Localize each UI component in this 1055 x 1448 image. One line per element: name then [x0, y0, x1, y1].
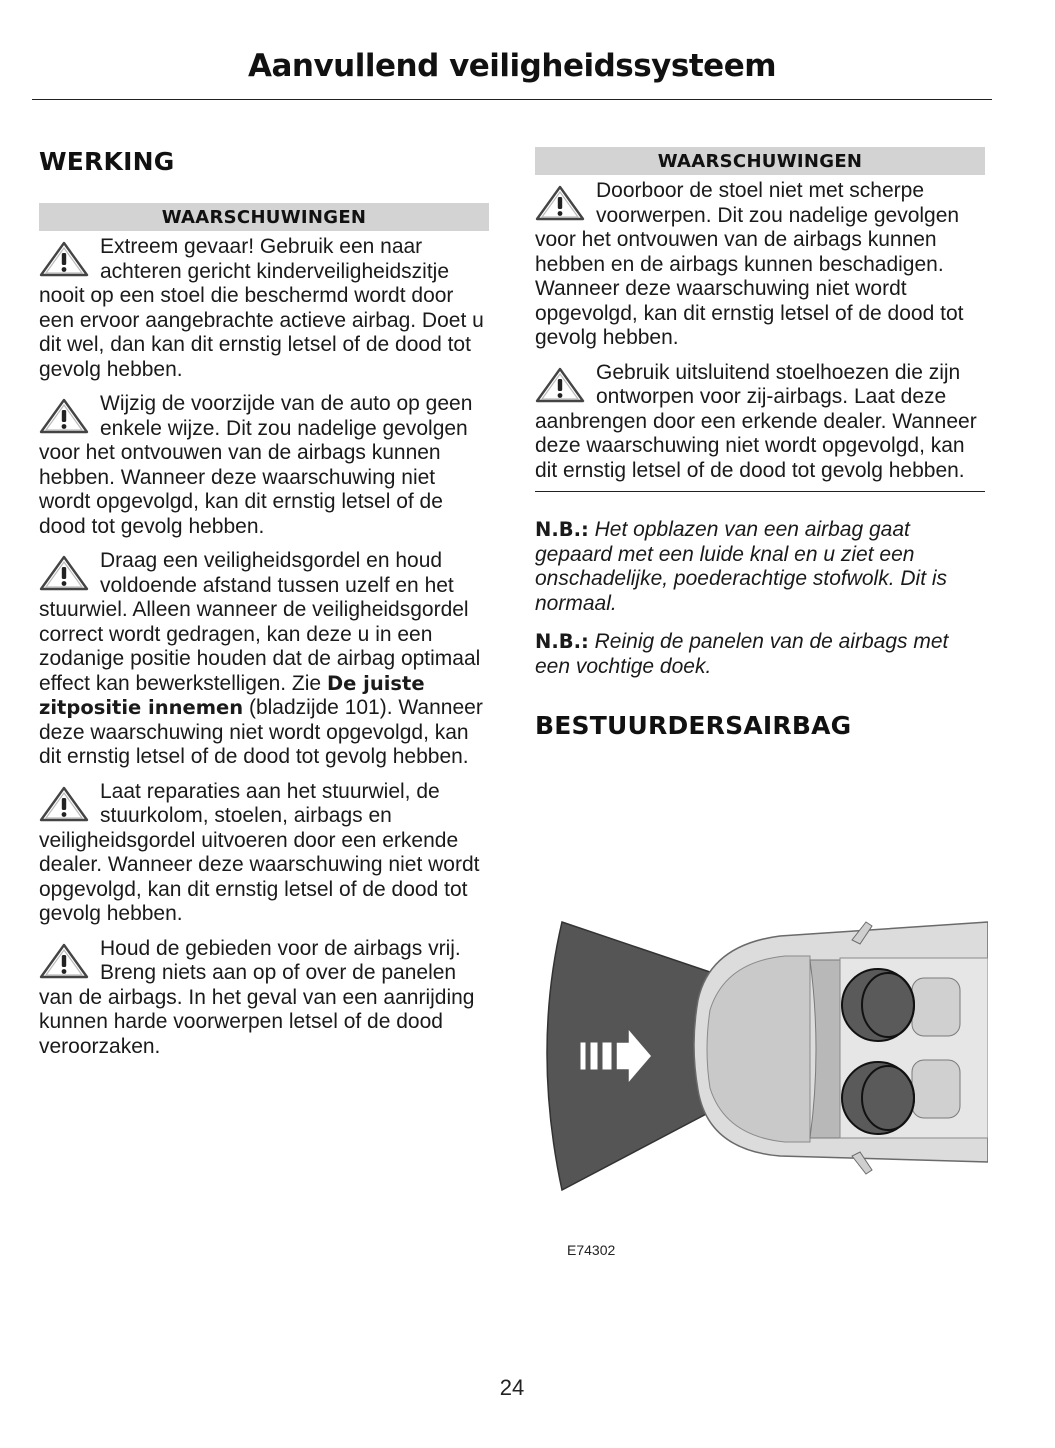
warnings-block-left: [39, 203, 489, 1059]
section-heading-bestuurdersairbag: BESTUURDERSAIRBAG: [535, 711, 852, 740]
note: [535, 518, 985, 616]
warning-triangle-icon: [39, 555, 89, 591]
warning-text-continued: (bladzijde 101). Wanneer deze waarschuwing niet wordt opgevolgd, kan dit ernstig letsel of de dood tot gevolg hebben.: [39, 696, 483, 768]
warning-triangle-icon: [39, 398, 89, 434]
page-title: Aanvullend veiligheidssysteem: [247, 48, 777, 84]
section-heading-werking: WERKING: [39, 147, 175, 176]
warning-text: Wijzig de voorzijde van de auto op geen enkele wijze. Dit zou nadelige gevolgen voor het ontvouwen van de airbags kunnen hebben. Wanneer deze waarschuwing niet wordt opgevolgd, kan dit ernstig letsel of de dood tot gevolg hebben.: [39, 392, 473, 538]
warning-text: Draag een veiligheidsgordel en houd voldoende afstand tussen uzelf en het stuurwiel. Alleen wanneer de veiligheidsgordel correct wordt gedragen, kan deze u in een zodanige positie houden dat de airbag optimaal effect kan bewerkstelligen. Zie: [39, 549, 481, 695]
warning-item: [39, 392, 489, 539]
note: [535, 630, 985, 679]
note-label: N.B.:: [535, 630, 589, 653]
warning-item: [535, 179, 985, 351]
warning-item: [535, 361, 985, 484]
title-divider: [32, 99, 992, 100]
warning-triangle-icon: [535, 367, 585, 403]
page-number: 24: [499, 1375, 525, 1400]
warning-triangle-icon: [39, 943, 89, 979]
note-text: Reinig de panelen van de airbags met een vochtige doek.: [535, 630, 949, 678]
warning-triangle-icon: [39, 241, 89, 277]
warning-item: [39, 937, 489, 1060]
note-label: N.B.:: [535, 518, 589, 541]
warning-triangle-icon: [39, 786, 89, 822]
warning-text: Doorboor de stoel niet met scherpe voorwerpen. Dit zou nadelige gevolgen voor het ontvouwen van de airbags kunnen hebben en de airbags kunnen beschadigen. Wanneer deze waarschuwing niet wordt opgevolgd, kan dit ernstig letsel of de dood tot gevolg hebben.: [535, 179, 964, 349]
figure-code: E74302: [567, 1242, 616, 1258]
warnings-block-right: [535, 147, 985, 740]
cross-reference-link[interactable]: De juiste zitpositie innemen: [39, 671, 425, 719]
warnings-label: WAARSCHUWINGEN: [39, 203, 489, 231]
warning-text: Gebruik uitsluitend stoelhoezen die zijn ontworpen voor zij-airbags. Laat deze aanbrengen door een erkende dealer. Wanneer deze waarschuwing niet wordt opgevolgd, kan dit ernstig letsel of de dood tot gevolg hebben.: [535, 360, 977, 482]
warning-item: [39, 549, 489, 770]
warning-item: [39, 780, 489, 927]
driver-airbag-illustration: [540, 900, 988, 1200]
warning-triangle-icon: [535, 185, 585, 221]
warning-item: [39, 235, 489, 382]
warning-text: Extreem gevaar! Gebruik een naar achteren gericht kinderveiligheidszitje nooit op een stoel die beschermd wordt door een ervoor aangebrachte actieve airbag. Doet u dit wel, dan kan dit ernstig letsel of de dood tot gevolg hebben.: [39, 235, 484, 381]
note-text: Het opblazen van een airbag gaat gepaard met een luide knal en u ziet een onschadelijke, poederachtige stofwolk. Dit is normaal.: [535, 518, 948, 615]
warnings-end-divider: [535, 491, 985, 492]
warning-text: Houd de gebieden voor de airbags vrij. Breng niets aan op of over de panelen van de airbags. In het geval van een aanrijding kunnen harde voorwerpen letsel of de dood veroorzaken.: [39, 936, 475, 1058]
warning-text: Laat reparaties aan het stuurwiel, de stuurkolom, stoelen, airbags en veiligheidsgordel uitvoeren door een erkende dealer. Wanneer deze waarschuwing niet wordt opgevolgd, kan dit ernstig letsel of de dood tot gevolg hebben.: [39, 779, 480, 925]
warnings-label: WAARSCHUWINGEN: [535, 147, 985, 175]
